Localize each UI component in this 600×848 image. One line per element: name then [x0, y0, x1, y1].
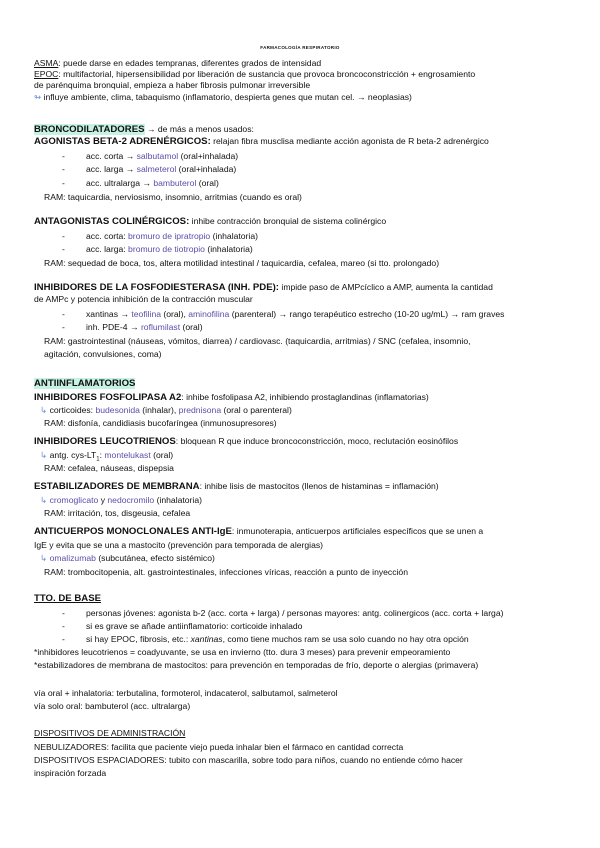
list-item [62, 634, 564, 644]
item-text: si hay EPOC, fibrosis, etc.: [86, 634, 191, 644]
drug-name: cromoglicato [49, 495, 99, 505]
fosfolipasa-desc: : inhibe fosfolipasa A2, inhibiendo prostaglandinas (inflamatorias) [181, 392, 429, 402]
list-item [62, 322, 564, 332]
item-text: corticoides: [49, 405, 96, 415]
item-text: acc. larga → [86, 164, 137, 174]
drug-name: budesonida [95, 405, 140, 415]
item-text: (oral+inhalada) [178, 151, 239, 161]
colinergicos-desc: inhibe contracción bronquial de sistema colinérgico [189, 216, 387, 226]
corticoides-line [40, 405, 564, 415]
broncodilatadores-heading: BRONCODILATADORES [34, 124, 145, 135]
membrana-title: ESTABILIZADORES DE MEMBRANA [34, 481, 200, 492]
dash-icon: - [62, 244, 65, 254]
membrana-desc: : inhibe lisis de mastocitos (llenos de histaminas = inflamación) [199, 481, 439, 491]
dash-icon: - [62, 309, 65, 319]
item-text: xantinas → [86, 309, 132, 319]
hook-arrow-icon: ↳ [40, 450, 48, 460]
hook-arrow-icon: ↳ [40, 405, 48, 415]
item-text: acc. corta → [86, 151, 137, 161]
list-item [62, 621, 564, 631]
list-item [62, 151, 564, 161]
membrana-line [34, 481, 564, 492]
item-text: antg. cys-LT [49, 450, 97, 460]
item-text: (oral), [161, 309, 189, 319]
drug-name: montelukast [104, 450, 151, 460]
cromoglicato-line [40, 495, 564, 505]
item-text: (oral+inhalada) [176, 164, 237, 174]
dash-icon: - [62, 322, 65, 332]
fosfolipasa-line [34, 392, 564, 403]
beta2-desc: relajan fibra musclisa mediante acción agonista de R beta-2 adrenérgico [210, 136, 489, 146]
omalizumab-line [40, 553, 564, 563]
item-text: (oral) [180, 322, 203, 332]
drug-name: prednisona [178, 405, 222, 415]
anticuerpos-ram: RAM: trombocitopenia, alt. gastrointestinales, infecciones víricas, reacción a punto de inyección [44, 567, 408, 577]
dispositivos-heading: DISPOSITIVOS DE ADMINISTRACIÓN [34, 728, 186, 738]
item-text: (inhalatoria) [204, 244, 253, 254]
espaciadores-line-2: inspiración forzada [34, 768, 107, 778]
drug-name: omalizumab [49, 553, 96, 563]
dash-icon: - [62, 178, 65, 188]
broncodilatadores-suffix: → de más a menos usados: [144, 124, 254, 134]
drug-name: nedocromilo [107, 495, 155, 505]
anticuerpos-desc-2: IgE y evita que se una a mastocito (prevención para temporada de alergias) [34, 540, 324, 550]
item-text: personas jóvenes: agonista b-2 (acc. corta + larga) / personas mayores: antg. colinergicos (acc. corta + larga) [86, 608, 504, 618]
item-text: (parenteral) → rango terapéutico estrecho (10-20 ug/mL) → ram graves [229, 309, 505, 319]
list-item [62, 309, 564, 319]
drug-name: bambuterol [153, 178, 197, 188]
item-text: (inhalatoria) [154, 495, 202, 505]
item-text: (inhalar), [139, 405, 179, 415]
asma-line [34, 58, 564, 68]
item-text: si es grave se añade antiinflamatorio: corticoide inhalado [86, 621, 303, 631]
dash-icon: - [62, 634, 65, 644]
beta2-ram: RAM: taquicardia, nerviosismo, insomnio, arritmias (cuando es oral) [44, 192, 302, 202]
tto-base-heading-line [34, 593, 564, 604]
anticuerpos-line-1 [34, 526, 564, 537]
drug-name: salmeterol [136, 164, 177, 174]
via-oral-inhalatoria: vía oral + inhalatoria: terbutalina, formoterol, indacaterol, salbutamol, salmeterol [34, 688, 338, 698]
tto-base-heading: TTO. DE BASE [34, 593, 101, 604]
list-item [62, 244, 564, 254]
tto-note-2: *estabilizadores de membrana de mastocitos: para prevención en temporadas de frío, deporte o alergias (primavera) [34, 660, 479, 670]
espaciadores-line: DISPOSITIVOS ESPACIADORES: tubito con mascarilla, sobre todo para niños, cuando no entiende cómo hacer [34, 755, 463, 765]
pde-line-1 [34, 282, 564, 293]
asma-term: ASMA [34, 58, 59, 68]
dash-icon: - [62, 621, 65, 631]
epoc-line [34, 69, 564, 79]
pde-desc-1: impide paso de AMPcíclico a AMP, aumenta la cantidad [279, 282, 493, 292]
colinergicos-title: ANTAGONISTAS COLINÉRGICOS: [34, 216, 190, 227]
item-text: (oral o parenteral) [221, 405, 292, 415]
fosfolipasa-title: INHIBIDORES FOSFOLIPASA A2 [34, 392, 182, 403]
leucotrienos-desc: : bloquean R que induce broncoconstricción, moco, reclutación eosinófilos [175, 436, 459, 446]
drug-name: aminofilina [188, 309, 230, 319]
item-text: acc. larga: [86, 244, 129, 254]
subscript: 1 [96, 456, 100, 463]
drug-name: salbutamol [136, 151, 179, 161]
dispositivos-heading-line [34, 728, 564, 738]
antiinflamatorios-heading-line [34, 378, 564, 389]
leucotrienos-title: INHIBIDORES LEUCOTRIENOS [34, 436, 176, 447]
tto-note-1: *inhibidores leucotrienos = coadyuvante, se usa en invierno (tto. dura 3 meses) para prevenir empeoramiento [34, 647, 451, 657]
item-text: (oral) [196, 178, 219, 188]
list-item [62, 608, 564, 618]
pde-title: INHIBIDORES DE LA FOSFODIESTERASA (INH. PDE): [34, 282, 280, 293]
epoc-text-2: de parénquima bronquial, empieza a haber fibrosis pulmonar irreversible [34, 80, 311, 90]
dash-icon: - [62, 608, 65, 618]
drug-name: roflumilast [140, 322, 181, 332]
list-item [62, 231, 564, 241]
beta2-title: AGONISTAS BETA-2 ADRENÉRGICOS: [34, 136, 211, 147]
item-text: (oral) [150, 450, 174, 460]
hook-arrow-icon: ↬ [34, 92, 42, 102]
dash-icon: - [62, 231, 65, 241]
page-title: FARMACOLOGÍA RESPIRATORIO [260, 45, 340, 50]
drug-name: teofilina [131, 309, 162, 319]
leucotrienos-ram: RAM: cefalea, náuseas, dispepsia [44, 463, 174, 473]
nebulizadores-line: NEBULIZADORES: facilita que paciente viejo pueda inhalar bien el fármaco en cantidad correcta [34, 742, 404, 752]
via-solo-oral: vía solo oral: bambuterol (acc. ultralarga) [34, 701, 191, 711]
fosfolipasa-ram: RAM: disfonía, candidiasis bucofaríngea (inmunosupresores) [44, 418, 277, 428]
influye-text: influye ambiente, clima, tabaquismo (inflamatorio, despierta genes que mutan cel. → neoplasias) [43, 92, 412, 102]
item-text: (inhalatoria) [210, 231, 258, 241]
dash-icon: - [62, 151, 65, 161]
pde-ram-1: RAM: gastrointestinal (náuseas, vómitos, diarrea) / cardiovasc. (taquicardia, arritmias) / SNC (cefalea, insomnio, [44, 336, 471, 346]
item-text-italic: xantinas [190, 634, 223, 644]
item-text: acc. ultralarga → [86, 178, 154, 188]
item-text: acc. corta: [86, 231, 129, 241]
antiinflamatorios-heading: ANTIINFLAMATORIOS [34, 378, 136, 389]
epoc-term: EPOC [34, 69, 59, 79]
influye-line [34, 92, 564, 102]
item-text: (subcutánea, efecto sistémico) [95, 553, 215, 563]
broncodilatadores-heading-line [34, 124, 564, 135]
membrana-ram: RAM: irritación, tos, disgeusia, cefalea [44, 508, 191, 518]
anticuerpos-title: ANTICUERPOS MONOCLONALES ANTI-IgE [34, 526, 232, 537]
list-item [62, 164, 564, 174]
item-text: : [99, 450, 105, 460]
item-text: , como tiene muchos ram se usa solo cuando no hay otra opción [222, 634, 469, 644]
item-text: inh. PDE-4 → [86, 322, 141, 332]
dash-icon: - [62, 164, 65, 174]
beta2-line [34, 136, 564, 147]
leucotrienos-line [34, 436, 564, 447]
pde-ram-2: agitación, convulsiones, coma) [44, 349, 162, 359]
list-item [62, 178, 564, 188]
hook-arrow-icon: ↳ [40, 553, 48, 563]
drug-name: bromuro de tiotropio [128, 244, 205, 254]
anticuerpos-desc-1: : inmunoterapia, anticuerpos artificiales específicos que se unen a [231, 526, 484, 536]
item-text: y [98, 495, 108, 505]
hook-arrow-icon: ↳ [40, 495, 48, 505]
epoc-text-1: : multifactorial, hipersensibilidad por liberación de sustancia que provoca broncoconstricción + engrosamiento [58, 69, 476, 79]
colinergicos-line [34, 216, 564, 227]
pde-desc-2: de AMPc y potencia inhibición de la contracción muscular [34, 294, 253, 304]
drug-name: bromuro de ipratropio [128, 231, 211, 241]
asma-text: : puede darse en edades tempranas, diferentes grados de intensidad [58, 58, 322, 68]
colinergicos-ram: RAM: sequedad de boca, tos, altera motilidad intestinal / taquicardia, cefalea, mareo (si tto. prolongado) [44, 258, 440, 268]
